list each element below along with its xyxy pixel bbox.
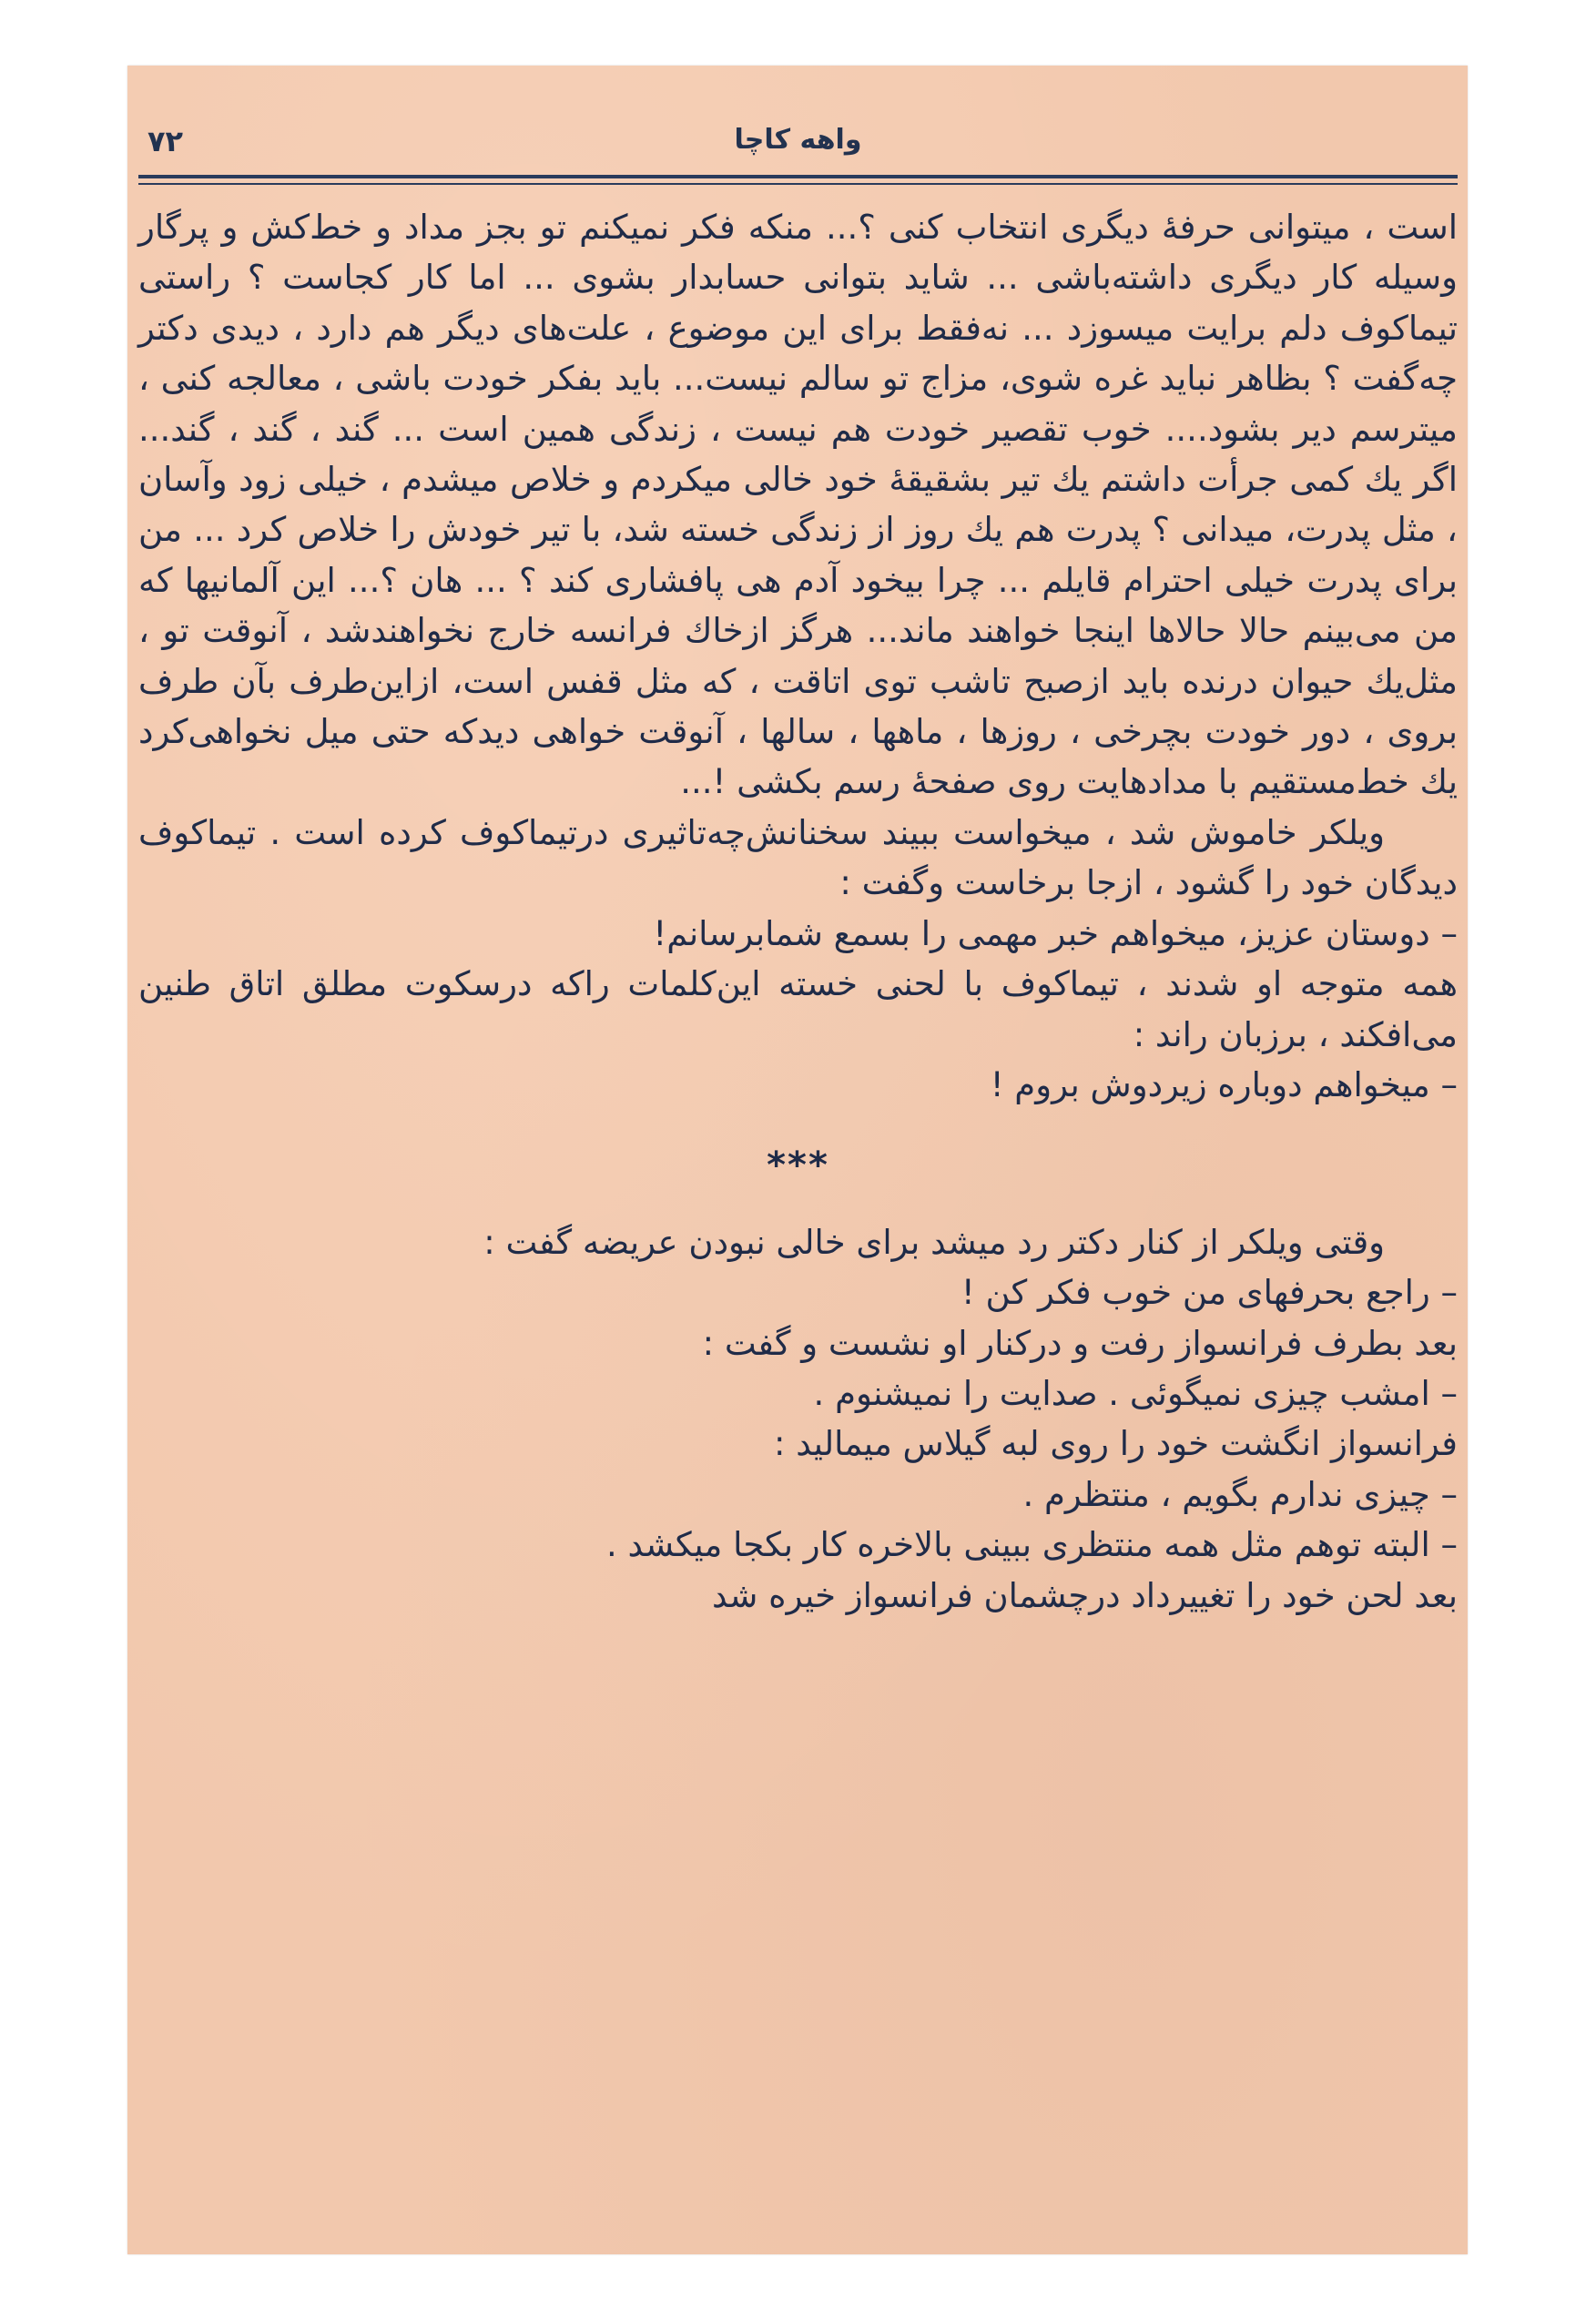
header-rule-thin (138, 183, 1458, 185)
dialogue-line: – البته توهم مثل همه منتظری ببینی بالاخره کار بکجا میکشد . (606, 1525, 1458, 1565)
dialogue-line: – میخواهم دوباره زیردوش بروم ! (990, 1064, 1458, 1104)
dialogue-line: – دوستان عزیز، میخواهم خبر مهمی را بسمع شمابرسانم! (653, 913, 1458, 953)
paragraph: وقتی ویلکر از کنار دکتر رد میشد برای خالی نبودن عریضه گفت : (483, 1222, 1385, 1262)
paragraph: همه متوجه او شدند ، تیماکوف با لحنی خسته این‌کلمات راکه درسکوت مطلق اتاق طنین می‌افکند ، برزبان راند : (138, 964, 1458, 1054)
paragraph: بعد بطرف فرانسواز رفت و درکنار او نشست و گفت : (702, 1323, 1458, 1363)
paragraph: ویلکر خاموش شد ، میخواست ببیند سخنانش‌چه‌تاثیری درتیماکوف کرده است . تیماکوف دیدگان خود را گشود ، ازجا برخاست وگفت : (138, 812, 1458, 903)
paragraph: فرانسواز انگشت خود را روی لبه گیلاس میمالید : (774, 1424, 1458, 1464)
dialogue-line: – امشب چیزی نمیگوئی . صدایت را نمیشنوم . (813, 1373, 1458, 1413)
dialogue-line: – چیزی ندارم بگویم ، منتظرم . (1022, 1474, 1458, 1514)
paragraph: بعد لحن خود را تغییرداد درچشمان فرانسواز خیره شد (712, 1575, 1458, 1615)
page-body (138, 202, 1458, 1621)
page-header (138, 124, 1458, 178)
running-title: واهه کاچا (734, 124, 862, 156)
header-rule-thick (138, 175, 1458, 178)
section-separator: *** (767, 1144, 829, 1187)
paragraph: است ، میتوانی حرفهٔ دیگری انتخاب کنی ؟... منکه فکر نمیکنم تو بجز مداد و خط‌کش و پرگار وسیله کار دیگری داشته‌باشی ... شاید بتوانی حسابدار بشوی ... اما کار کجاست ؟ راستی تیماکوف دلم برایت میسوزد ... نه‌فقط برای این موضوع ، علت‌های دیگر هم دارد ، دیدی دکتر چه‌گفت ؟ بظاهر نباید غره شوی، مزاج تو سالم نیست... باید بفکر خودت باشی ، معالجه کنی ، میترسم دیر بشود.... خوب تقصیر خودت هم نیست ، زندگی همین است ... گند ، گند ، گند... اگر یك کمی جرأت داشتم یك تیر بشقیقهٔ خود خالی میکردم و خلاص میشدم ، خیلی زود وآسان ، مثل پدرت، میدانی ؟ پدرت هم یك روز از زندگی خسته شد، با تیر خودش را خلاص کرد ... من برای پدرت خیلی احترام قایلم ... چرا بیخود آدم هی پافشاری کند ؟ ... هان ؟... این آلمانیها که من می‌بینم حالا حالاها اینجا خواهند ماند... هرگز ازخاك فرانسه خارج نخواهندشد ، آنوقت تو ، مثل‌یك حیوان درنده باید ازصبح تاشب توی اتاقت ، که مثل قفس است، ازاین‌طرف بآن طرف بروی ، دور خودت بچرخی ، روزها ، ماهها ، سالها ، آنوقت خواهی دیدکه حتی میل نخواهی‌کرد یك خط‌مستقیم با مدادهایت روی صفحهٔ رسم بکشی !... (138, 208, 1458, 802)
page-number: ۷۲ (147, 124, 184, 158)
dialogue-line: – راجع بحرفهای من خوب فکر کن ! (961, 1273, 1458, 1313)
